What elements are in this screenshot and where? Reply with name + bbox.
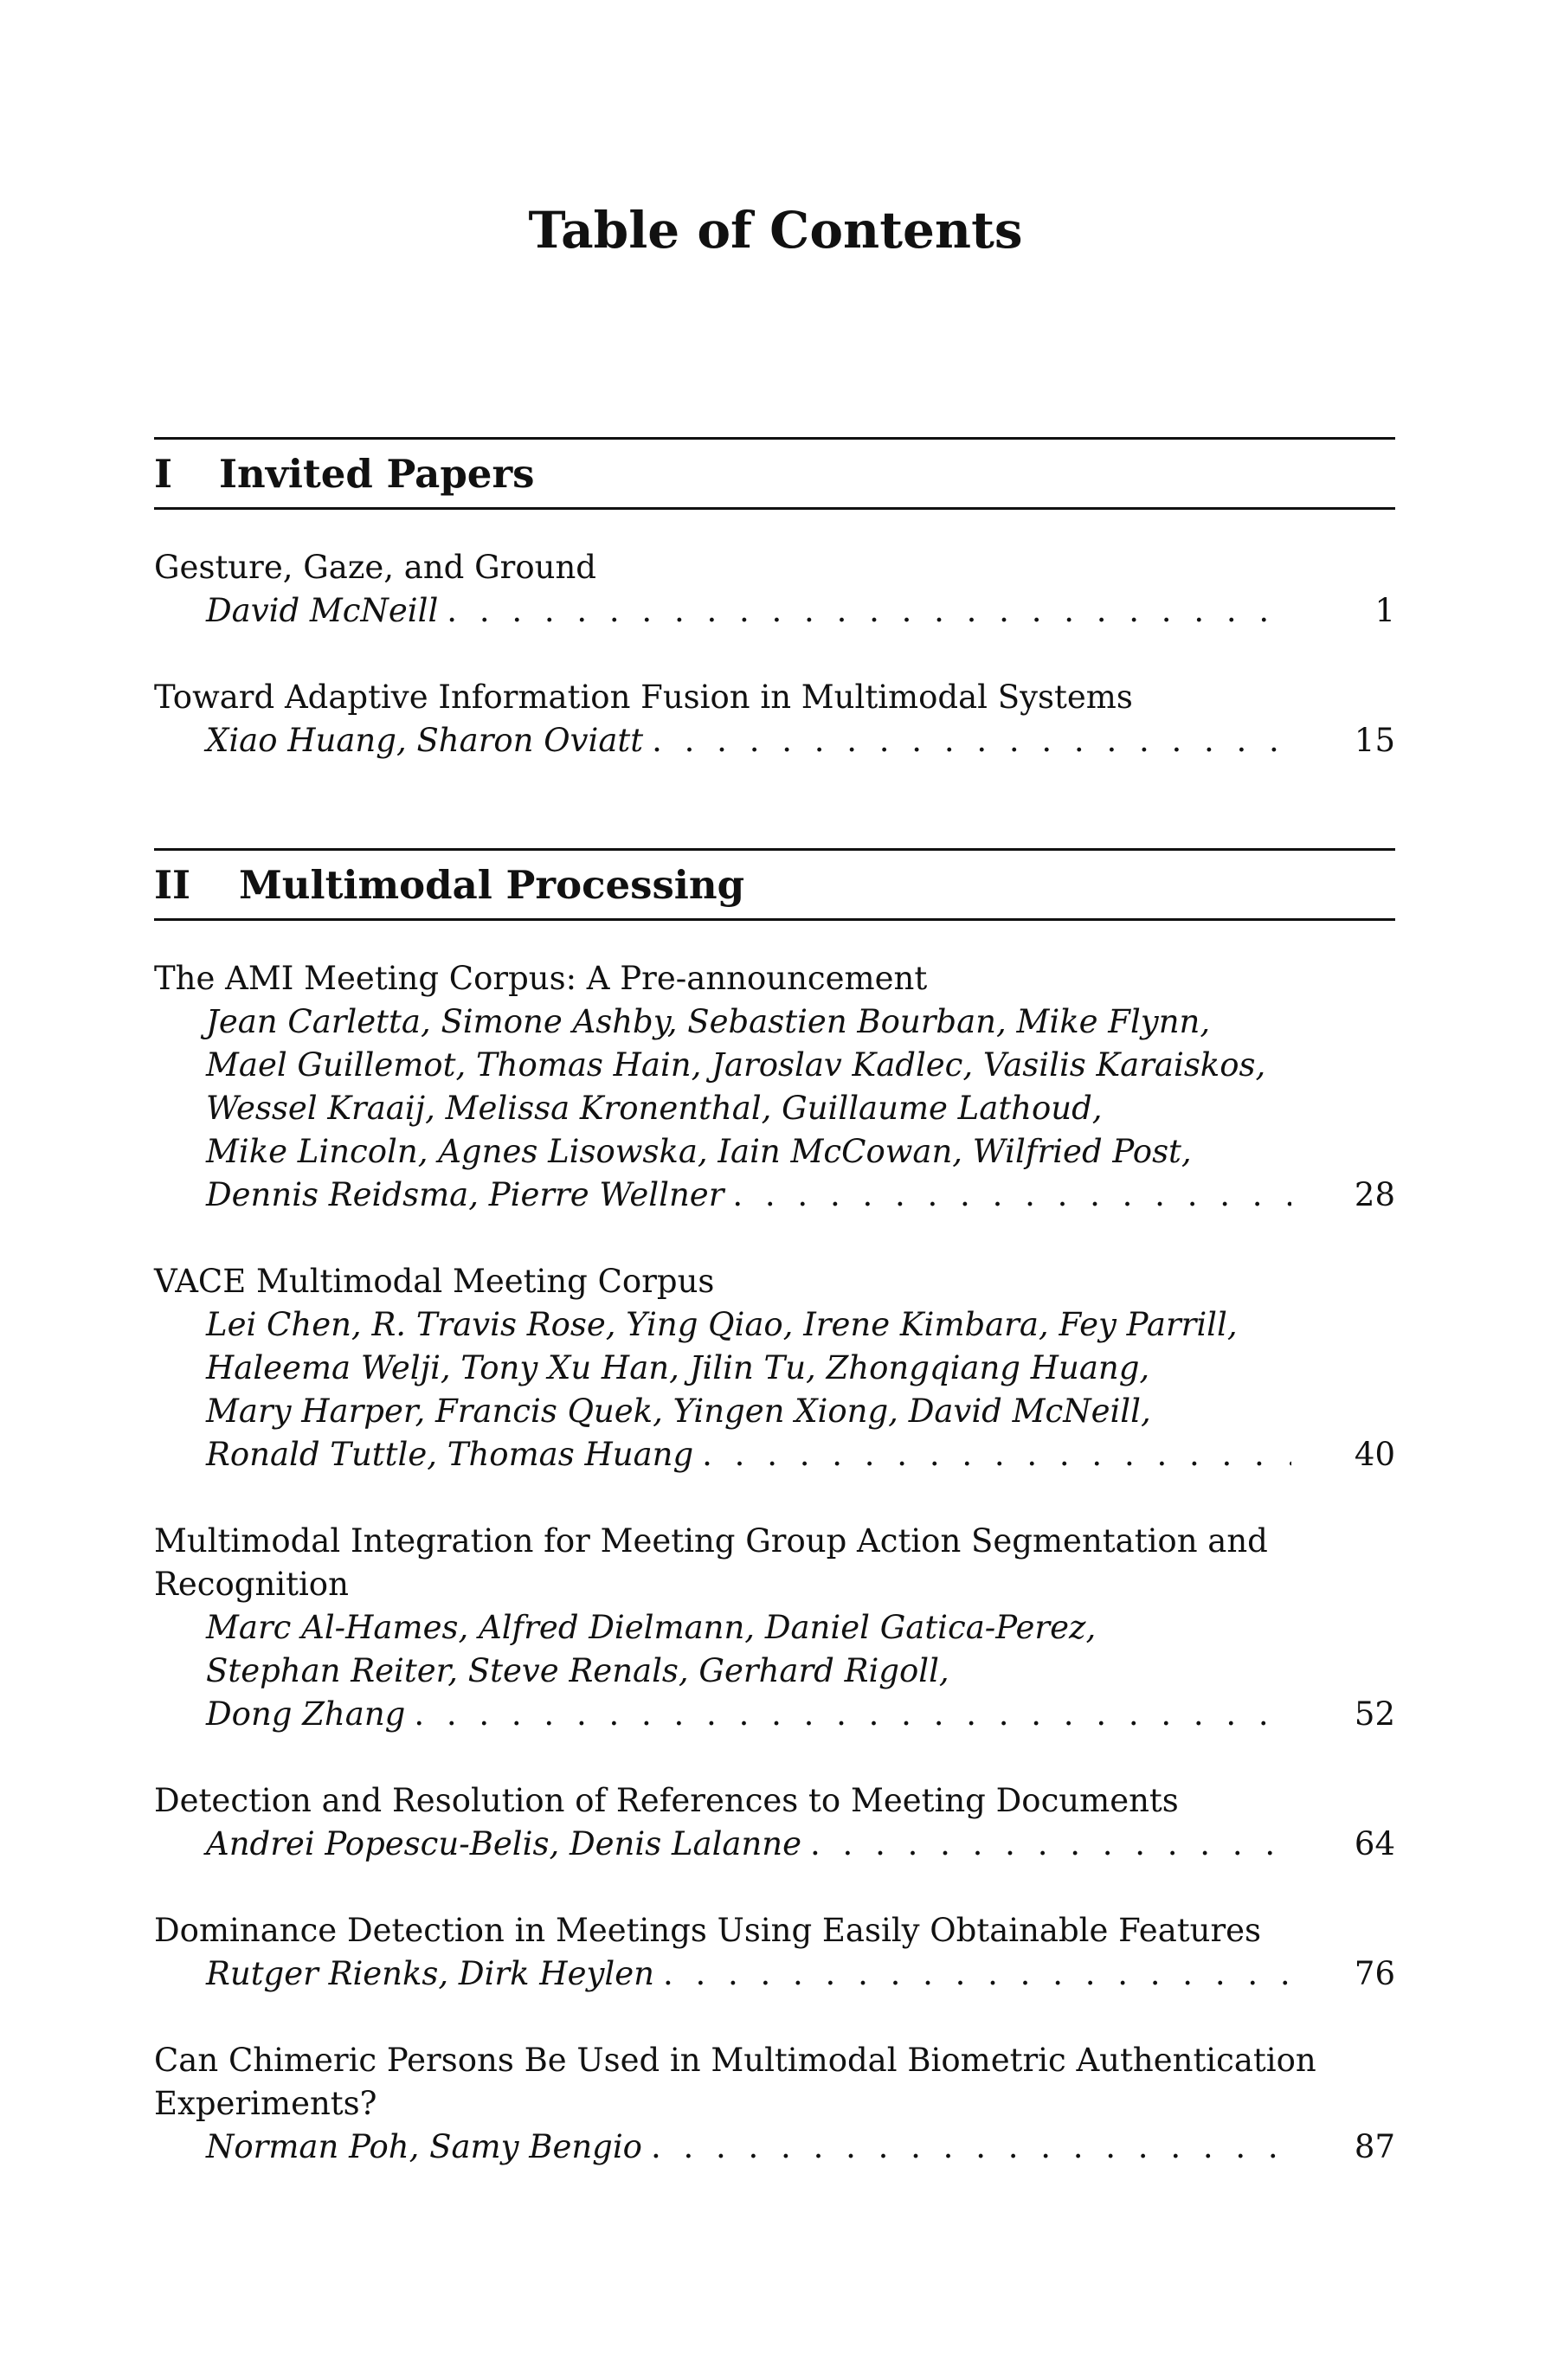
toc-entry[interactable] — [154, 1909, 1395, 1996]
author-line-with-page — [206, 1952, 1395, 1996]
part-section — [154, 848, 1395, 2212]
toc-entry[interactable] — [154, 1260, 1395, 1476]
dot-leader — [732, 1174, 1291, 1217]
part-section — [154, 437, 1395, 806]
author-line-with-page — [206, 1693, 1395, 1736]
page-number: 1 — [1374, 592, 1395, 629]
entry-title: Detection and Resolution of References to Meeting Documents — [154, 1782, 1179, 1819]
entry-authors — [154, 1303, 1395, 1476]
page-number: 52 — [1354, 1695, 1395, 1733]
toc-entry[interactable] — [154, 546, 1395, 633]
page-title: Table of Contents — [528, 200, 1023, 260]
dot-leader — [652, 719, 1291, 762]
entry-authors — [154, 719, 1395, 762]
author-line: Dennis Reidsma, Pierre Wellner — [206, 1176, 724, 1213]
author-line-with-page — [206, 1823, 1395, 1866]
entry-authors — [154, 1823, 1395, 1866]
author-line: Wessel Kraaij, Melissa Kronenthal, Guillaume Lathoud, — [206, 1090, 1103, 1127]
entry-authors — [154, 1000, 1395, 1217]
entry-list — [154, 546, 1395, 762]
page-number: 15 — [1354, 722, 1395, 759]
author-line-with-page — [206, 589, 1395, 633]
entry-authors — [154, 589, 1395, 633]
entry-list — [154, 957, 1395, 2169]
page-number: 64 — [1354, 1825, 1395, 1862]
part-number: I — [154, 450, 173, 497]
toc-entry[interactable] — [154, 2039, 1395, 2169]
author-line: Mael Guillemot, Thomas Hain, Jaroslav Kadlec, Vasilis Karaiskos, — [206, 1046, 1266, 1084]
entry-authors — [154, 1606, 1395, 1736]
author-line: Lei Chen, R. Travis Rose, Ying Qiao, Irene Kimbara, Fey Parrill, — [206, 1306, 1238, 1343]
author-line: Stephan Reiter, Steve Renals, Gerhard Rigoll, — [206, 1652, 949, 1689]
toc-entry[interactable] — [154, 1779, 1395, 1866]
author-line-with-page — [206, 719, 1395, 762]
part-title: Invited Papers — [219, 450, 535, 497]
author-line: Andrei Popescu-Belis, Denis Lalanne — [206, 1825, 802, 1862]
author-line: Mary Harper, Francis Quek, Yingen Xiong, David McNeill, — [206, 1393, 1151, 1430]
author-line: Haleema Welji, Tony Xu Han, Jilin Tu, Zhongqiang Huang, — [206, 1349, 1150, 1386]
author-line: Jean Carletta, Simone Ashby, Sebastien Bourban, Mike Flynn, — [206, 1003, 1211, 1040]
toc-entry[interactable] — [154, 957, 1395, 1217]
entry-title: The AMI Meeting Corpus: A Pre-announcement — [154, 960, 928, 997]
page-number: 87 — [1354, 2128, 1395, 2165]
entry-title: Toward Adaptive Information Fusion in Multimodal Systems — [154, 679, 1133, 716]
dot-leader — [414, 1693, 1291, 1736]
toc-entry[interactable] — [154, 1520, 1395, 1736]
page-number: 40 — [1354, 1436, 1395, 1473]
author-line: Ronald Tuttle, Thomas Huang — [206, 1436, 694, 1473]
part-number: II — [154, 861, 191, 908]
entry-authors — [154, 1952, 1395, 1996]
dot-leader — [810, 1823, 1291, 1866]
author-line: Dong Zhang — [206, 1695, 406, 1733]
page-number: 28 — [1354, 1176, 1395, 1213]
part-heading — [154, 848, 1395, 921]
author-line: Norman Poh, Samy Bengio — [206, 2128, 642, 2165]
author-line-with-page — [206, 1433, 1395, 1476]
dot-leader — [663, 1952, 1291, 1996]
dot-leader — [651, 2126, 1291, 2169]
author-line: Xiao Huang, Sharon Oviatt — [206, 722, 644, 759]
entry-title: Can Chimeric Persons Be Used in Multimodal Biometric Authentication Experiments? — [154, 2042, 1316, 2122]
author-line: Rutger Rienks, Dirk Heylen — [206, 1955, 654, 1992]
part-title: Multimodal Processing — [239, 861, 745, 908]
author-line-with-page — [206, 2126, 1395, 2169]
entry-authors — [154, 2126, 1395, 2169]
entry-title: Multimodal Integration for Meeting Group Action Segmentation and Recognition — [154, 1522, 1268, 1603]
page-number: 76 — [1354, 1955, 1395, 1992]
author-line: Marc Al-Hames, Alfred Dielmann, Daniel Gatica-Perez, — [206, 1609, 1097, 1646]
part-heading — [154, 437, 1395, 510]
dot-leader — [447, 589, 1291, 633]
entry-title: Gesture, Gaze, and Ground — [154, 549, 596, 586]
entry-title: VACE Multimodal Meeting Corpus — [154, 1263, 715, 1300]
author-line: Mike Lincoln, Agnes Lisowska, Iain McCowan, Wilfried Post, — [206, 1133, 1192, 1170]
entry-title: Dominance Detection in Meetings Using Easily Obtainable Features — [154, 1912, 1262, 1949]
toc-entry[interactable] — [154, 676, 1395, 762]
author-line-with-page — [206, 1174, 1395, 1217]
dot-leader — [702, 1433, 1291, 1476]
author-line: David McNeill — [206, 592, 439, 629]
